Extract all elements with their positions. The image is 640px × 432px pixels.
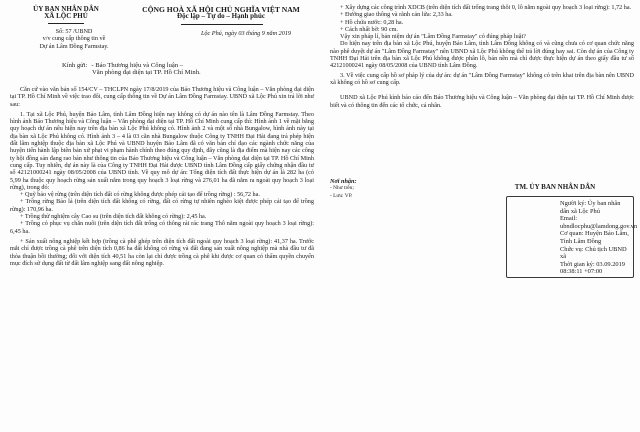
sig-agency: Cơ quan: Huyện Bảo Lâm, Tỉnh Lâm Đồng (560, 230, 629, 245)
paragraph-intro: Căn cứ vào văn bản số 154/CV – THCLPN ngày 17/8/2019 của Báo Thương hiệu và Công luận – Văn phòng đại diện tại TP. Hồ Chí Minh về việc trao đổi, cung cấp thông tin về Dự án Lâm Đồng Farmstay. UBND xã Lộc Phú xin trả lời như sau: (10, 86, 314, 108)
recipients-label: Kính gửi: (62, 62, 88, 69)
body-right (330, 4, 634, 109)
recipients (62, 62, 312, 77)
sig-position: Chức vụ: Chủ tịch UBND xã (560, 245, 627, 261)
bullet-construction: + Xây dựng các công trình XDCB (trên diện tích đất trống trang thôi 0, lô nằm ngoài quy hoạch 3 loại rừng): 1,72 ha. (340, 4, 632, 11)
answer-2: Do hiện nay trên địa bàn xã Lộc Phú, huyện Bảo Lâm, tỉnh Lâm Đồng không có và cũng chưa có cơ quan chức năng nào phê duyệt dự án "Lâm Đồng Farmstay" nên UBND xã Lộc Phú không thể trả lời đúng hay sai. Còn dự án của Công ty TNHH Đại Hải trên địa bàn xã Lộc Phú không được phân lô, bán nền mà chỉ được thực hiện dự án theo giấy đầu tư số 42121000241 ngày 08/05/2008 của UBND tỉnh Lâm Đồng. (330, 40, 634, 70)
bullet-agriculture: + Sản xuất nông nghiệp kết hợp (trồng cà phê ghép trên diện tích đất ngoài quy hoạch 3 loại rừng): 41,37 ha. Trước mắt chỉ được trồng cà phê trên diện tích 0,86 ha đất không có rừng và đất đang sản xuất nông nghiệp mà nhà đầu tư đã thỏa thuận bồi thường; đối với diện tích 40,51 ha còn lại chỉ được trồng cà phê khi được cơ quan có thẩm quyền chuyển mục đích sử dụng đất từ đất lâm nghiệp sang đất nông nghiệp. (10, 237, 314, 267)
sig-time-detail: 08:38:11 +07:00 (560, 268, 603, 276)
place-date: Lộc Phú, ngày 03 tháng 9 năm 2019 (200, 30, 292, 37)
sig-time: Thời gian ký: 03.09.2019 (560, 260, 625, 268)
national-motto (126, 6, 316, 21)
bullet-protection-forest: + Quỹ bảo vệ rừng (trên diện tích đất có rừng không được phép cải tạo để trồng rừng) : 56,72 ha. (20, 191, 260, 199)
sig-signer: Người ký: Ủy ban nhân dân xã Lộc Phú (560, 200, 621, 215)
recipient-2: Văn phòng đại diện tại TP. Hồ Chí Minh. (92, 69, 201, 77)
noi-nhan-item: - Như trên; (330, 185, 354, 192)
noi-nhan-item: - Lưu: VP. (330, 192, 353, 199)
subject-line-2: Dự án Lâm Đồng Farmstay. (39, 42, 109, 50)
bullet-other: + Cách nhất bờ: 90 cm. (340, 25, 398, 33)
noi-nhan (330, 178, 420, 200)
bullet-planted-forest: + Trồng rừng Bảo lá (trên diện tích đất không có rừng, đất có rừng tự nhiên nghèo kiệt được phép cải tạo để trồng rừng): 170,96 ha. (10, 198, 314, 213)
answer-3: 3. Về việc cung cấp hồ sơ pháp lý của dự án: dự án "Lâm Đồng Farmstay" không có trên khai trên địa bàn nên UBND xã không có hồ sơ cung cấp. (330, 71, 634, 86)
agency-underline (48, 23, 84, 24)
subject-line-1: v/v cung cấp thông tin về (42, 35, 106, 43)
bullet-roads: + Đường giao thông và rãnh cản lửa: 2,33 ha. (340, 11, 453, 19)
agency-name (6, 6, 126, 21)
question-2: Vậy xin pháp lí, bản niệm dự án "Lâm Đồng Farmstay" có đúng pháp luật? (340, 33, 526, 41)
nation-line-1: CỘNG HOÀ XÃ HỘI CHỦ NGHĨA VIỆT NAM (142, 5, 300, 14)
bullet-grass: + Trồng cỏ phục vụ chăn nuôi (trên diện tích đất trống có thông rải rác trang Thô năm ngoài quy hoạch 3 loại rừng): 6,45 ha. (10, 220, 314, 235)
motto-underline (181, 24, 263, 25)
doc-number: Số: 57 /UBND (55, 28, 93, 35)
body-left (10, 86, 314, 267)
closing-paragraph: UBND xã Lộc Phú kính báo cáo đến Báo Thương hiệu và Công luận – Văn phòng đại diện tại TP. Hồ Chí Minh được biết và có thông tin đến các tổ chức, cá nhân. (330, 94, 634, 109)
recipient-1: - Báo Thương hiệu và Công luận – (91, 62, 184, 69)
agency-line-1: ỦY BAN NHÂN DÂN (33, 5, 99, 13)
signature-title: TM. ỦY BAN NHÂN DÂN (514, 183, 596, 191)
paragraph-1: 1. Tại xã Lộc Phú, huyện Bảo Lâm, tỉnh Lâm Đồng hiện nay không có dự án nào tên là Lâm Đồng Farmstay. Theo hình ảnh Báo Thương hiệu và Công luận – Văn phòng đại diện tại TP. Hồ Chí Minh cung cấp thì: Hình ảnh 1 về mặt bằng quy hoạch dự án nêu hiện nay trên địa bàn xã Lộc Phú không có. Hình ảnh 2 và một số nhà Bungalow, hình ảnh này tại địa bàn xã Lộc Phú không có. Hình ảnh 3 – 4 là 03 căn nhà Bungalow thuộc Công ty TNHH Đại Hải đang trả phép hiện đất lâm nghiệp thuộc địa bàn xã Lộc Phú và UBND huyện Bảo Lâm đã có văn bản chỉ đạo các ngành chức năng của huyện tiến hành lập biên bản xử phạt vi phạm hành chính theo đúng quy định, đây cũng là địa điểm mà hiện nay các công ty hội đồng sản đang rao bán như thông tin của Báo Thương hiệu và Công luận – Văn phòng đại diện tại TP. Hồ Chí Minh cung cấp. Tuy nhiên, dự án này là của Công ty TNHH Đại Hải được UBND tỉnh Lâm Đồng cấp giấy chứng nhận đầu tư số 42121000241 ngày 08/05/2008 của UBND tỉnh. Về quy mô dự án: Tổng diện tích đất thực hiện dự án là 282 ha (có 5,99 ha thuộc quy hoạch rừng sản xuất nằm trong quy hoạch 3 loại rừng và 276,01 ha đã nằm ra ngoài quy hoạch 3 loại rừng), trong đó: (10, 110, 314, 191)
sig-email: Email: ubndlocphu@lamdong.gov.vn (560, 215, 638, 230)
noi-nhan-label: Nơi nhận: (330, 178, 357, 185)
digital-signature-info (560, 200, 638, 276)
agency-line-2: XÃ LỘC PHÚ (44, 12, 88, 21)
bullet-reservoir: + Hồ chứa nước: 0,28 ha. (340, 18, 404, 26)
doc-number-block (14, 28, 134, 50)
bullet-rubber: + Trồng thử nghiệm cây Cao su (trên diện tích đất không có rừng): 2,45 ha. (20, 213, 207, 221)
nation-line-2: Độc lập – Tự do – Hạnh phúc (177, 12, 265, 21)
